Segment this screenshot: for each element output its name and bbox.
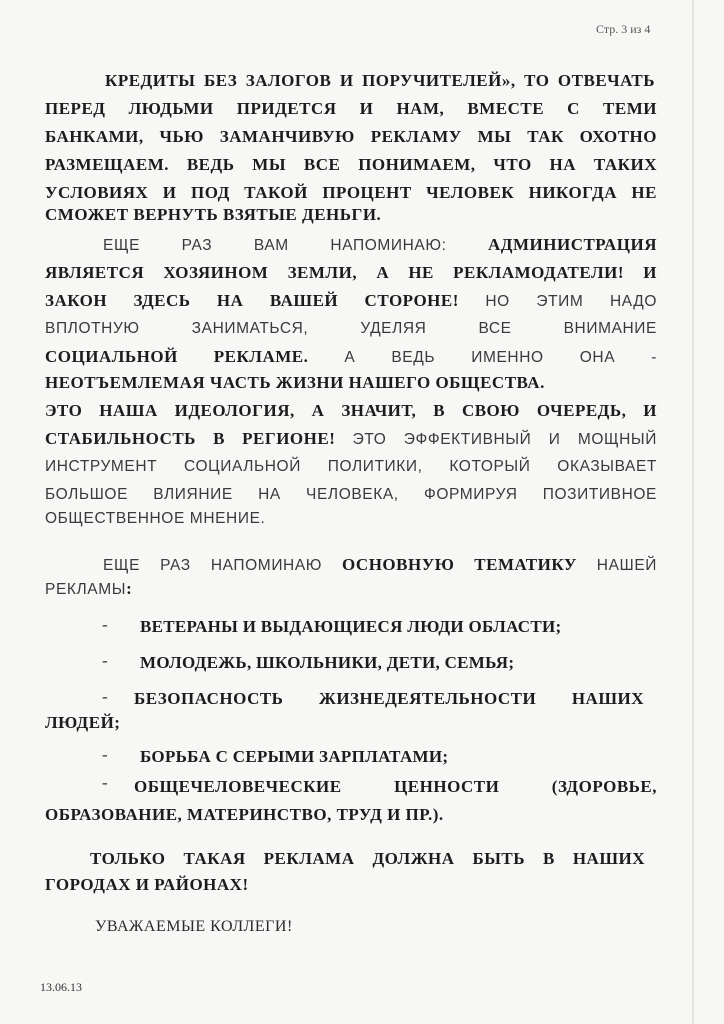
paragraph-2-line-2: ЯВЛЯЕТСЯ ХОЗЯИНОМ ЗЕМЛИ, А НЕ РЕКЛАМОДАТЕЛИ! И (45, 263, 657, 282)
scan-edge-line (692, 0, 694, 1024)
closing-salutation: УВАЖАЕМЫЕ КОЛЛЕГИ! (95, 918, 293, 935)
list-item-safety-line-1: БЕЗОПАСНОСТЬ ЖИЗНЕДЕЯТЕЛЬНОСТИ НАШИХ (134, 689, 644, 708)
list-dash-1: - (102, 615, 108, 634)
paragraph-4-line-1: ТОЛЬКО ТАКАЯ РЕКЛАМА ДОЛЖНА БЫТЬ В НАШИХ (90, 849, 645, 868)
paragraph-1-line-5: УСЛОВИЯХ И ПОД ТАКОЙ ПРОЦЕНТ ЧЕЛОВЕК НИКОГДА НЕ (45, 183, 657, 202)
paragraph-1-line-2: ПЕРЕД ЛЮДЬМИ ПРИДЕТСЯ И НАМ, ВМЕСТЕ С ТЕМИ (45, 99, 657, 118)
it-is-text: А ВЕДЬ ИМЕННО ОНА - (344, 349, 657, 366)
paragraph-2-line-7: ЭТО НАША ИДЕОЛОГИЯ, А ЗНАЧИТ, В СВОЮ ОЧЕРЕДЬ, И (45, 401, 657, 420)
paragraph-2-line-10: БОЛЬШОЕ ВЛИЯНИЕ НА ЧЕЛОВЕКА, ФОРМИРУЯ ПОЗИТИВНОЕ (45, 486, 657, 503)
paragraph-2-line-5 (45, 346, 657, 369)
paragraph-3-line-1 (103, 554, 657, 577)
our-text: НАШЕЙ (596, 557, 657, 574)
paragraph-1-line-6: СМОЖЕТ ВЕРНУТЬ ВЗЯТЫЕ ДЕНЬГИ. (45, 205, 382, 224)
reminder-text: ЕЩЕ РАЗ ВАМ НАПОМИНАЮ: (103, 237, 447, 254)
list-dash-2: - (102, 651, 108, 670)
but-text: НО ЭТИМ НАДО (485, 293, 657, 310)
page-number: Стр. 3 из 4 (596, 22, 651, 36)
list-dash-5: - (102, 773, 108, 792)
paragraph-2-line-8 (45, 428, 657, 451)
paragraph-2-line-9: ИНСТРУМЕНТ СОЦИАЛЬНОЙ ПОЛИТИКИ, КОТОРЫЙ ОКАЗЫВАЕТ (45, 458, 657, 475)
colon-text: : (126, 579, 133, 598)
administration-text: АДМИНИСТРАЦИЯ (488, 235, 658, 254)
list-dash-3: - (102, 687, 108, 706)
effective-tool-text: ЭТО ЭФФЕКТИВНЫЙ И МОЩНЫЙ (352, 431, 657, 448)
paragraph-4-line-2: ГОРОДАХ И РАЙОНАХ! (45, 875, 249, 894)
stability-text: СТАБИЛЬНОСТЬ В РЕГИОНЕ! (45, 429, 336, 448)
list-item-values-line-1: ОБЩЕЧЕЛОВЕЧЕСКИЕ ЦЕННОСТИ (ЗДОРОВЬЕ, (134, 777, 657, 796)
paragraph-3-line-2 (45, 578, 657, 601)
paragraph-2-line-4: ВПЛОТНУЮ ЗАНИМАТЬСЯ, УДЕЛЯЯ ВСЕ ВНИМАНИЕ (45, 320, 657, 337)
list-item-veterans: ВЕТЕРАНЫ И ВЫДАЮЩИЕСЯ ЛЮДИ ОБЛАСТИ; (140, 617, 562, 636)
remind-again-text: ЕЩЕ РАЗ НАПОМИНАЮ (103, 557, 323, 574)
paragraph-1-line-4: РАЗМЕЩАЕМ. ВЕДЬ МЫ ВСЕ ПОНИМАЕМ, ЧТО НА ТАКИХ (45, 155, 657, 174)
list-dash-4: - (102, 745, 108, 764)
paragraph-2-line-3 (45, 290, 657, 313)
list-item-salaries: БОРЬБА С СЕРЫМИ ЗАРПЛАТАМИ; (140, 747, 449, 766)
main-theme-text: ОСНОВНУЮ ТЕМАТИКУ (342, 555, 577, 574)
law-text: ЗАКОН ЗДЕСЬ НА ВАШЕЙ СТОРОНЕ! (45, 291, 459, 310)
paragraph-1-line-3: БАНКАМИ, ЧЬЮ ЗАМАНЧИВУЮ РЕКЛАМУ МЫ ТАК ОХОТНО (45, 127, 657, 146)
paragraph-2-line-6: НЕОТЪЕМЛЕМАЯ ЧАСТЬ ЖИЗНИ НАШЕГО ОБЩЕСТВА. (45, 373, 545, 392)
paragraph-2-line-11: ОБЩЕСТВЕННОЕ МНЕНИЕ. (45, 510, 266, 527)
footer-date: 13.06.13 (40, 980, 82, 994)
paragraph-2-line-1 (103, 234, 657, 257)
list-item-youth: МОЛОДЕЖЬ, ШКОЛЬНИКИ, ДЕТИ, СЕМЬЯ; (140, 653, 515, 672)
paragraph-1-line-1: КРЕДИТЫ БЕЗ ЗАЛОГОВ И ПОРУЧИТЕЛЕЙ», ТО ОТВЕЧАТЬ (105, 71, 655, 90)
advertising-text: РЕКЛАМЫ (45, 581, 127, 598)
list-item-values-line-2: ОБРАЗОВАНИЕ, МАТЕРИНСТВО, ТРУД И ПР.). (45, 805, 444, 824)
social-ad-text: СОЦИАЛЬНОЙ РЕКЛАМЕ. (45, 347, 309, 366)
list-item-safety-line-2: ЛЮДЕЙ; (45, 713, 121, 732)
